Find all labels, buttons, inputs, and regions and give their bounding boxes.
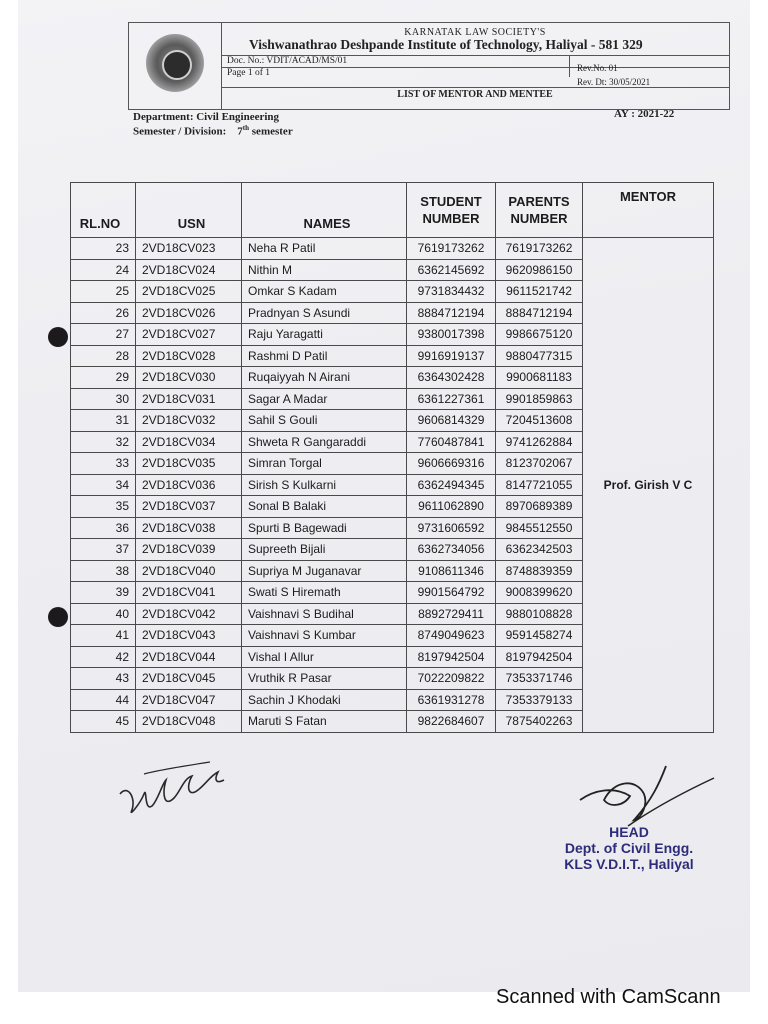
cell-student-number: 6361931278 <box>407 689 496 711</box>
cell-usn: 2VD18CV032 <box>136 410 242 432</box>
cell-usn: 2VD18CV027 <box>136 324 242 346</box>
header-student-number <box>407 183 496 238</box>
cell-rlno: 33 <box>71 453 136 475</box>
table-body <box>71 238 714 733</box>
cell-name: Pradnyan S Asundi <box>242 302 407 324</box>
institute-logo <box>146 34 204 92</box>
cell-rlno: 30 <box>71 388 136 410</box>
cell-student-number: 6362145692 <box>407 259 496 281</box>
cell-usn: 2VD18CV035 <box>136 453 242 475</box>
cell-name: Spurti B Bagewadi <box>242 517 407 539</box>
header-names: NAMES <box>242 183 407 238</box>
cell-student-number: 6362734056 <box>407 539 496 561</box>
cell-rlno: 40 <box>71 603 136 625</box>
cell-parents-number: 6362342503 <box>496 539 583 561</box>
cell-usn: 2VD18CV025 <box>136 281 242 303</box>
cell-rlno: 32 <box>71 431 136 453</box>
society-name: KARNATAK LAW SOCIETY'S <box>404 27 546 38</box>
semester-suffix: th <box>242 124 250 132</box>
cell-parents-number: 8197942504 <box>496 646 583 668</box>
cell-student-number: 9901564792 <box>407 582 496 604</box>
cell-student-number: 9606669316 <box>407 453 496 475</box>
document-page <box>18 0 750 992</box>
cell-student-number: 7619173262 <box>407 238 496 260</box>
cell-usn: 2VD18CV026 <box>136 302 242 324</box>
academic-year: AY : 2021-22 <box>614 108 675 120</box>
cell-rlno: 42 <box>71 646 136 668</box>
cell-student-number: 6362494345 <box>407 474 496 496</box>
cell-student-number: 8892729411 <box>407 603 496 625</box>
cell-student-number: 9380017398 <box>407 324 496 346</box>
cell-usn: 2VD18CV030 <box>136 367 242 389</box>
cell-usn: 2VD18CV037 <box>136 496 242 518</box>
cell-student-number: 8884712194 <box>407 302 496 324</box>
cell-rlno: 45 <box>71 711 136 733</box>
cell-parents-number: 7353379133 <box>496 689 583 711</box>
semester-label <box>133 124 293 138</box>
cell-rlno: 24 <box>71 259 136 281</box>
cell-parents-number: 8147721055 <box>496 474 583 496</box>
cell-name: Maruti S Fatan <box>242 711 407 733</box>
document-header <box>128 22 730 110</box>
cell-name: Supriya M Juganavar <box>242 560 407 582</box>
cell-rlno: 34 <box>71 474 136 496</box>
cell-rlno: 43 <box>71 668 136 690</box>
cell-rlno: 31 <box>71 410 136 432</box>
cell-usn: 2VD18CV039 <box>136 539 242 561</box>
cell-rlno: 36 <box>71 517 136 539</box>
cell-name: Omkar S Kadam <box>242 281 407 303</box>
cell-name: Neha R Patil <box>242 238 407 260</box>
cell-mentor: Prof. Girish V C <box>583 238 714 733</box>
cell-parents-number: 9986675120 <box>496 324 583 346</box>
cell-usn: 2VD18CV047 <box>136 689 242 711</box>
head-signature <box>574 760 724 830</box>
cell-student-number: 9822684607 <box>407 711 496 733</box>
cell-parents-number: 9591458274 <box>496 625 583 647</box>
cell-usn: 2VD18CV023 <box>136 238 242 260</box>
cell-parents-number: 8884712194 <box>496 302 583 324</box>
cell-rlno: 25 <box>71 281 136 303</box>
cell-name: Vaishnavi S Kumbar <box>242 625 407 647</box>
header-student-line1: STUDENT <box>420 194 482 209</box>
cell-parents-number: 8123702067 <box>496 453 583 475</box>
cell-name: Nithin M <box>242 259 407 281</box>
cell-name: Sonal B Balaki <box>242 496 407 518</box>
semester-number: 7 <box>237 125 243 138</box>
semester-word: semester <box>251 125 293 138</box>
cell-rlno: 37 <box>71 539 136 561</box>
cell-student-number: 9731834432 <box>407 281 496 303</box>
header-mentor: MENTOR <box>583 183 714 238</box>
scanner-watermark: Scanned with CamScann <box>496 986 721 1008</box>
cell-rlno: 27 <box>71 324 136 346</box>
cell-usn: 2VD18CV024 <box>136 259 242 281</box>
cell-name: Supreeth Bijali <box>242 539 407 561</box>
punch-hole <box>48 607 68 627</box>
doc-number: Doc. No.: VDIT/ACAD/MS/01 <box>227 56 348 66</box>
cell-name: Sahil S Gouli <box>242 410 407 432</box>
cell-usn: 2VD18CV045 <box>136 668 242 690</box>
cell-parents-number: 7619173262 <box>496 238 583 260</box>
divider <box>569 55 570 77</box>
divider <box>221 87 729 88</box>
faculty-signature <box>114 754 234 824</box>
table-header-row <box>71 183 714 238</box>
cell-usn: 2VD18CV031 <box>136 388 242 410</box>
cell-usn: 2VD18CV043 <box>136 625 242 647</box>
cell-parents-number: 9880477315 <box>496 345 583 367</box>
revision-number: Rev.No. 01 <box>577 63 618 73</box>
header-rlno: RL.NO <box>71 183 136 238</box>
cell-parents-number: 8748839359 <box>496 560 583 582</box>
stamp-dept: Dept. of Civil Engg. <box>564 840 694 856</box>
cell-student-number: 8749049623 <box>407 625 496 647</box>
cell-parents-number: 7875402263 <box>496 711 583 733</box>
cell-name: Ruqaiyyah N Airani <box>242 367 407 389</box>
header-parents-number <box>496 183 583 238</box>
cell-name: Sagar A Madar <box>242 388 407 410</box>
list-title: LIST OF MENTOR AND MENTEE <box>397 89 553 100</box>
revision-date: Rev. Dt: 30/05/2021 <box>577 77 651 87</box>
cell-student-number: 7022209822 <box>407 668 496 690</box>
cell-student-number: 9731606592 <box>407 517 496 539</box>
department-stamp <box>534 824 724 872</box>
cell-name: Simran Torgal <box>242 453 407 475</box>
stamp-college: KLS V.D.I.T., Haliyal <box>564 856 694 872</box>
cell-student-number: 6364302428 <box>407 367 496 389</box>
cell-name: Vruthik R Pasar <box>242 668 407 690</box>
cell-name: Sirish S Kulkarni <box>242 474 407 496</box>
cell-usn: 2VD18CV044 <box>136 646 242 668</box>
cell-parents-number: 7204513608 <box>496 410 583 432</box>
cell-usn: 2VD18CV042 <box>136 603 242 625</box>
cell-usn: 2VD18CV028 <box>136 345 242 367</box>
cell-usn: 2VD18CV034 <box>136 431 242 453</box>
cell-name: Vaishnavi S Budihal <box>242 603 407 625</box>
cell-student-number: 9606814329 <box>407 410 496 432</box>
semester-division-label: Semester / Division: <box>133 125 227 138</box>
department-label: Department: Civil Engineering <box>133 111 280 123</box>
cell-parents-number: 9900681183 <box>496 367 583 389</box>
cell-rlno: 23 <box>71 238 136 260</box>
cell-usn: 2VD18CV041 <box>136 582 242 604</box>
cell-rlno: 38 <box>71 560 136 582</box>
cell-name: Swati S Hiremath <box>242 582 407 604</box>
cell-parents-number: 9880108828 <box>496 603 583 625</box>
cell-rlno: 39 <box>71 582 136 604</box>
cell-student-number: 6361227361 <box>407 388 496 410</box>
header-parents-line2: NUMBER <box>510 211 568 226</box>
cell-student-number: 7760487841 <box>407 431 496 453</box>
table-row <box>71 238 714 260</box>
cell-rlno: 26 <box>71 302 136 324</box>
cell-usn: 2VD18CV040 <box>136 560 242 582</box>
mentor-mentee-table <box>70 182 714 733</box>
cell-student-number: 8197942504 <box>407 646 496 668</box>
cell-name: Raju Yaragatti <box>242 324 407 346</box>
cell-rlno: 29 <box>71 367 136 389</box>
cell-rlno: 44 <box>71 689 136 711</box>
cell-parents-number: 9620986150 <box>496 259 583 281</box>
cell-parents-number: 9845512550 <box>496 517 583 539</box>
cell-parents-number: 9741262884 <box>496 431 583 453</box>
header-student-line2: NUMBER <box>422 211 480 226</box>
cell-usn: 2VD18CV036 <box>136 474 242 496</box>
cell-rlno: 41 <box>71 625 136 647</box>
punch-hole <box>48 327 68 347</box>
logo-cell <box>129 23 222 109</box>
cell-rlno: 35 <box>71 496 136 518</box>
header-parents-line1: PARENTS <box>508 194 570 209</box>
cell-name: Vishal I Allur <box>242 646 407 668</box>
cell-student-number: 9611062890 <box>407 496 496 518</box>
institute-name: Vishwanathrao Deshpande Institute of Technology, Haliyal - 581 329 <box>249 37 643 52</box>
cell-parents-number: 9008399620 <box>496 582 583 604</box>
cell-name: Rashmi D Patil <box>242 345 407 367</box>
cell-parents-number: 7353371746 <box>496 668 583 690</box>
stamp-head: HEAD <box>609 824 649 840</box>
cell-rlno: 28 <box>71 345 136 367</box>
cell-student-number: 9108611346 <box>407 560 496 582</box>
cell-usn: 2VD18CV038 <box>136 517 242 539</box>
cell-parents-number: 9901859863 <box>496 388 583 410</box>
page-number: Page 1 of 1 <box>227 68 271 78</box>
cell-student-number: 9916919137 <box>407 345 496 367</box>
cell-name: Shweta R Gangaraddi <box>242 431 407 453</box>
cell-parents-number: 8970689389 <box>496 496 583 518</box>
cell-usn: 2VD18CV048 <box>136 711 242 733</box>
cell-name: Sachin J Khodaki <box>242 689 407 711</box>
cell-parents-number: 9611521742 <box>496 281 583 303</box>
header-usn: USN <box>136 183 242 238</box>
